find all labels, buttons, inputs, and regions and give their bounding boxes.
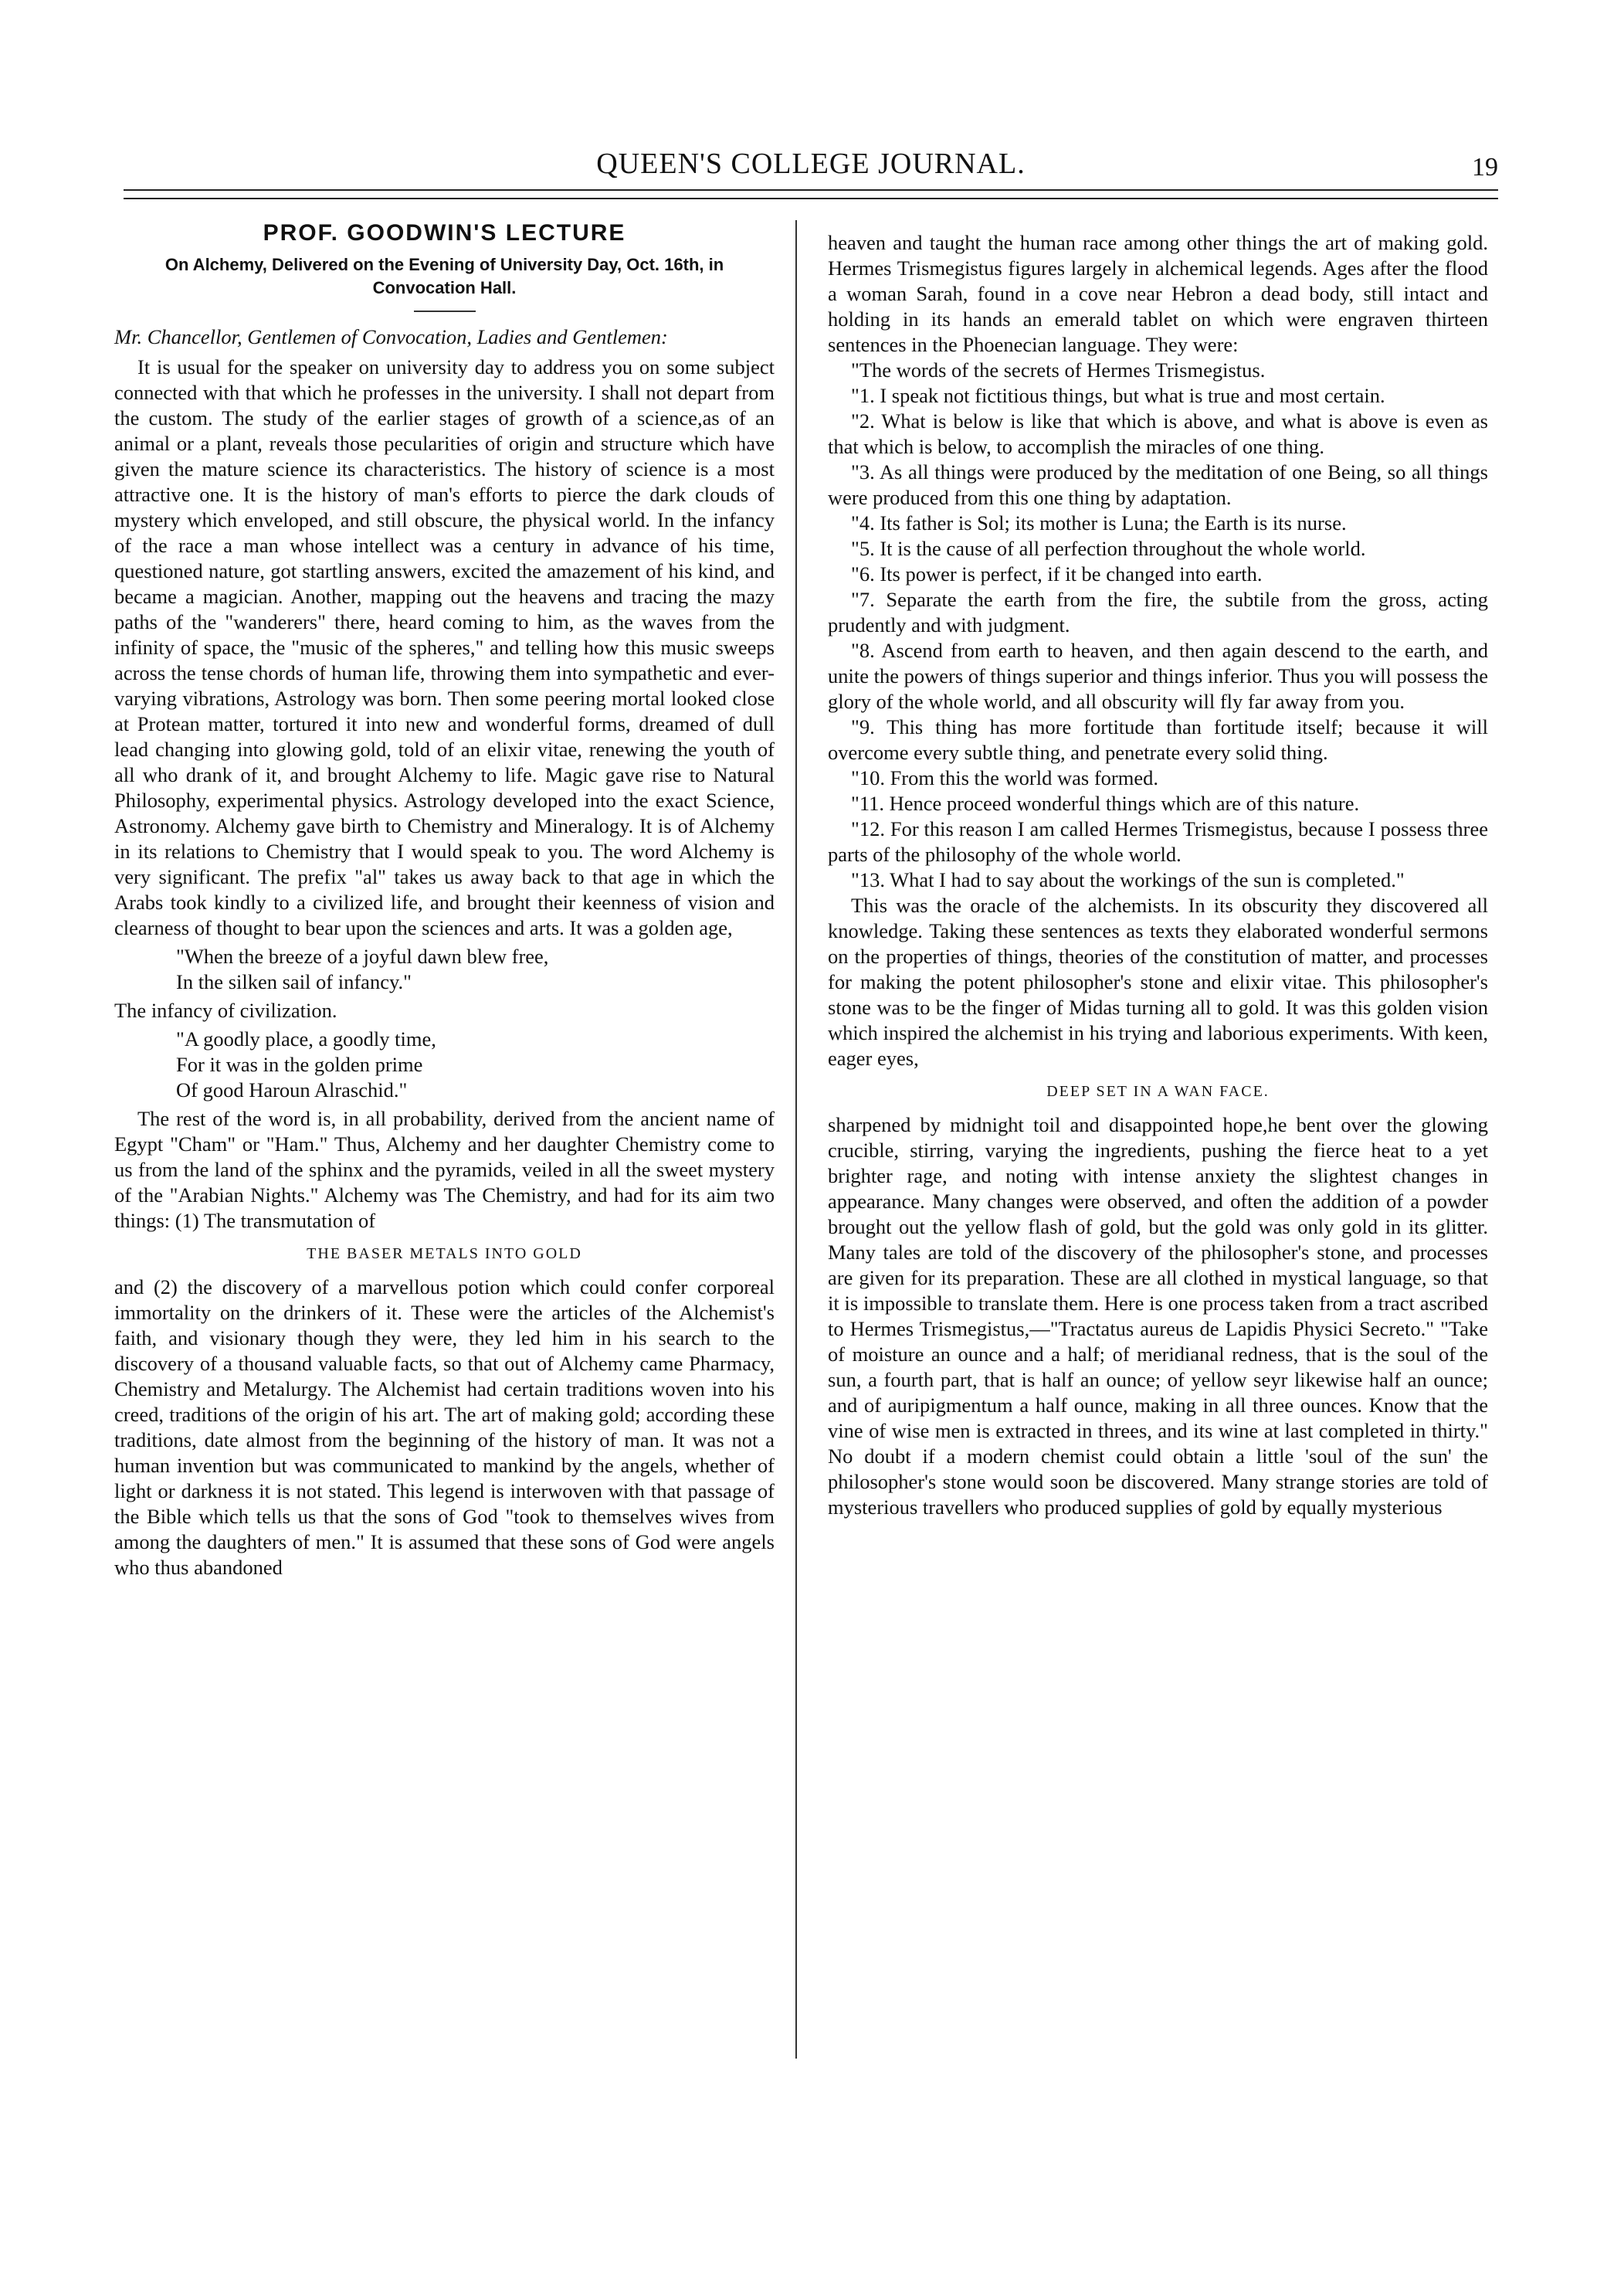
paragraph: It is usual for the speaker on university day to address you on some subject connected with that which he professes in the university. I shall not depart from the custom. The study of the earlier stages of growth of a science,as of an animal or a plant, reveals those pecularities of origin and structure which have given the mature science its characteristics. The history of science is a most attractive one. It is the history of man's efforts to pierce the dark clouds of mystery which enveloped, and still obscure, the physical world. In the infancy of the race a man whose intellect was a century in advance of his time, questioned nature, got startling answers, excited the amazement of his kind, and became a magician. Another, mapping out the heavens and tracing the mazy paths of the "wanderers" there, heard coming to him, as the waves from the infinity of space, the "music of the spheres," and telling how this music sweeps across the tense chords of human life, throwing them into sympathetic and ever-varying vibrations, Astrology was born. Then some peering mortal looked close at Protean matter, tortured it into new and wonderful forms, dreamed of dull lead changing into glowing gold, told of an elixir vitae, renewing the youth of all who drank of it, and brought Alchemy to life. Magic gave rise to Natural Philosophy, experimental physics. Astrology developed into the exact Science, Astronomy. Alchemy gave birth to Chemistry and Mineralogy. It is of Alchemy in its relations to Chemistry that I would speak to you. The word Alchemy is very significant. The prefix "al" takes us away back to that age in which the Arabs took kindly to a civilized life, and brought their keenness of vision and clearness of thought to bear upon the sciences and arts. It was a golden age, bbox=[114, 355, 775, 939]
title-divider bbox=[414, 311, 476, 312]
header-rule-top bbox=[124, 189, 1498, 191]
right-column bbox=[828, 230, 1488, 1520]
header-rule-bottom bbox=[124, 198, 1498, 199]
section-heading: DEEP SET IN A WAN FACE. bbox=[1046, 1083, 1270, 1100]
article-subtitle: On Alchemy, Delivered on the Evening of University Day, Oct. 16th, in Convocation Hall. bbox=[164, 255, 724, 297]
verse-line: In the silken sail of infancy." bbox=[176, 970, 412, 993]
tablet-sentence: "5. It is the cause of all perfection throughout the whole world. bbox=[851, 537, 1366, 560]
salutation: Mr. Chancellor, Gentlemen of Convocation, Ladies and Gentlemen: bbox=[114, 325, 668, 348]
tablet-sentence: "7. Separate the earth from the fire, the subtile from the gross, acting prudently and with judgment. bbox=[828, 588, 1488, 636]
page-number: 19 bbox=[1472, 153, 1498, 182]
paragraph: sharpened by midnight toil and disappointed hope,he bent over the glowing crucible, stirring, varying the ingredients, pushing the fierce heat to a yet brighter rage, and noting with intense anxiety the slightest changes in appearance. Many changes were observed, and often the addition of a powder brought out the yellow flash of gold, but the gold was only gold in its glitter. Many tales are told of the discovery of the philosopher's stone, and processes are given for its preparation. These are all clothed in mystical language, so that it is impossible to translate them. Here is one process taken from a tract ascribed to Hermes Trismegistus,—"Tractatus aureus de Lapidis Physici Secreto." "Take of moisture an ounce and a half; of meridianal redness, that is the soul of the sun, a fourth part, that is half an ounce; of yellow seyr likewise half an ounce; and of auripigmentum a half ounce, making in all three ounces. Know that the vine of wise men is extracted in threes, and its wine at last completed in thirty." No doubt if a modern chemist could obtain a little 'soul of the sun' the philosopher's stone would soon be discovered. Many strange stories are told of mysterious travellers who produced supplies of gold by equally mysterious bbox=[828, 1113, 1488, 1519]
tablet-sentence: "6. Its power is perfect, if it be changed into earth. bbox=[851, 562, 1263, 586]
page-header bbox=[124, 147, 1498, 193]
verse-quote bbox=[176, 944, 775, 995]
section-heading: THE BASER METALS INTO GOLD bbox=[307, 1245, 582, 1262]
journal-title: QUEEN'S COLLEGE JOURNAL. bbox=[596, 148, 1026, 180]
tablet-sentence: "12. For this reason I am called Hermes Trismegistus, because I possess three parts of the philosophy of the whole world. bbox=[828, 817, 1488, 866]
tablet-sentence: "The words of the secrets of Hermes Trismegistus. bbox=[851, 358, 1266, 382]
verse-line: "A goodly place, a goodly time, bbox=[176, 1027, 436, 1051]
verse-line: For it was in the golden prime bbox=[176, 1053, 423, 1076]
column-divider bbox=[795, 220, 797, 2059]
verse-quote bbox=[176, 1027, 775, 1103]
tablet-sentence: "8. Ascend from earth to heaven, and then again descend to the earth, and unite the powers of things superior and things inferior. Thus you will possess the glory of the whole world, and all obscurity will fly far away from you. bbox=[828, 639, 1488, 713]
tablet-sentence: "10. From this the world was formed. bbox=[851, 766, 1158, 789]
tablet-sentence: "3. As all things were produced by the meditation of one Being, so all things were produced from this one thing by adaptation. bbox=[828, 460, 1488, 509]
paragraph: and (2) the discovery of a marvellous potion which could confer corporeal immortality on the drinkers of it. These were the articles of the Alchemist's faith, and visionary though they were, they led him in his search to the discovery of a thousand valuable facts, so that out of Alchemy came Pharmacy, Chemistry and Metalurgy. The Alchemist had certain traditions woven into his creed, traditions of the origin of his art. The art of making gold; according these traditions, date almost from the beginning of the history of man. It was not a human invention but was communicated to mankind by the angels, whether of light or darkness it is not stated. This legend is interwoven with that passage of the Bible which tells us that the sons of God "took to themselves wives from among the daughters of men." It is assumed that these sons of God were angels who thus abandoned bbox=[114, 1275, 775, 1579]
paragraph: This was the oracle of the alchemists. In its obscurity they discovered all knowledge. Taking these sentences as texts they elaborated wonderful sermons on the properties of things, theories of the constitution of matter, and processes for making the potent philosopher's stone and elixir vitae. This philosopher's stone was to be the finger of Midas turning all to gold. It was this golden vision which inspired the alchemist in his trying and laborious experiments. With keen, eager eyes, bbox=[828, 894, 1488, 1070]
verse-line: Of good Haroun Alraschid." bbox=[176, 1078, 408, 1102]
tablet-sentence: "4. Its father is Sol; its mother is Luna; the Earth is its nurse. bbox=[851, 511, 1347, 535]
tablet-sentence: "13. What I had to say about the workings of the sun is completed." bbox=[851, 868, 1405, 891]
left-column bbox=[114, 220, 775, 1580]
verse-line: "When the breeze of a joyful dawn blew free, bbox=[176, 945, 549, 968]
paragraph: The infancy of civilization. bbox=[114, 999, 337, 1022]
tablet-sentence: "9. This thing has more fortitude than fortitude itself; because it will overcome every subtle thing, and penetrate every solid thing. bbox=[828, 715, 1488, 764]
tablet-sentence: "1. I speak not fictitious things, but what is true and most certain. bbox=[851, 384, 1385, 407]
tablet-sentence: "11. Hence proceed wonderful things which are of this nature. bbox=[851, 792, 1360, 815]
paragraph: The rest of the word is, in all probability, derived from the ancient name of Egypt "Cham" or "Ham." Thus, Alchemy and her daughter Chemistry come to us from the land of the sphinx and the pyramids, veiled in all the sweet mystery of the "Arabian Nights." Alchemy was The Chemistry, and had for its aim two things: (1) The transmutation of bbox=[114, 1107, 775, 1232]
paragraph: heaven and taught the human race among other things the art of making gold. Hermes Trismegistus figures largely in alchemical legends. Ages after the flood a woman Sarah, found in a cove near Hebron a dead body, still intact and holding in its hands an emerald tablet on which were engraven thirteen sentences in the Phoenecian language. They were: bbox=[828, 231, 1488, 356]
article-title: PROF. GOODWIN'S LECTURE bbox=[263, 220, 626, 246]
tablet-sentence: "2. What is below is like that which is above, and what is above is even as that which is below, to accomplish the miracles of one thing. bbox=[828, 409, 1488, 458]
